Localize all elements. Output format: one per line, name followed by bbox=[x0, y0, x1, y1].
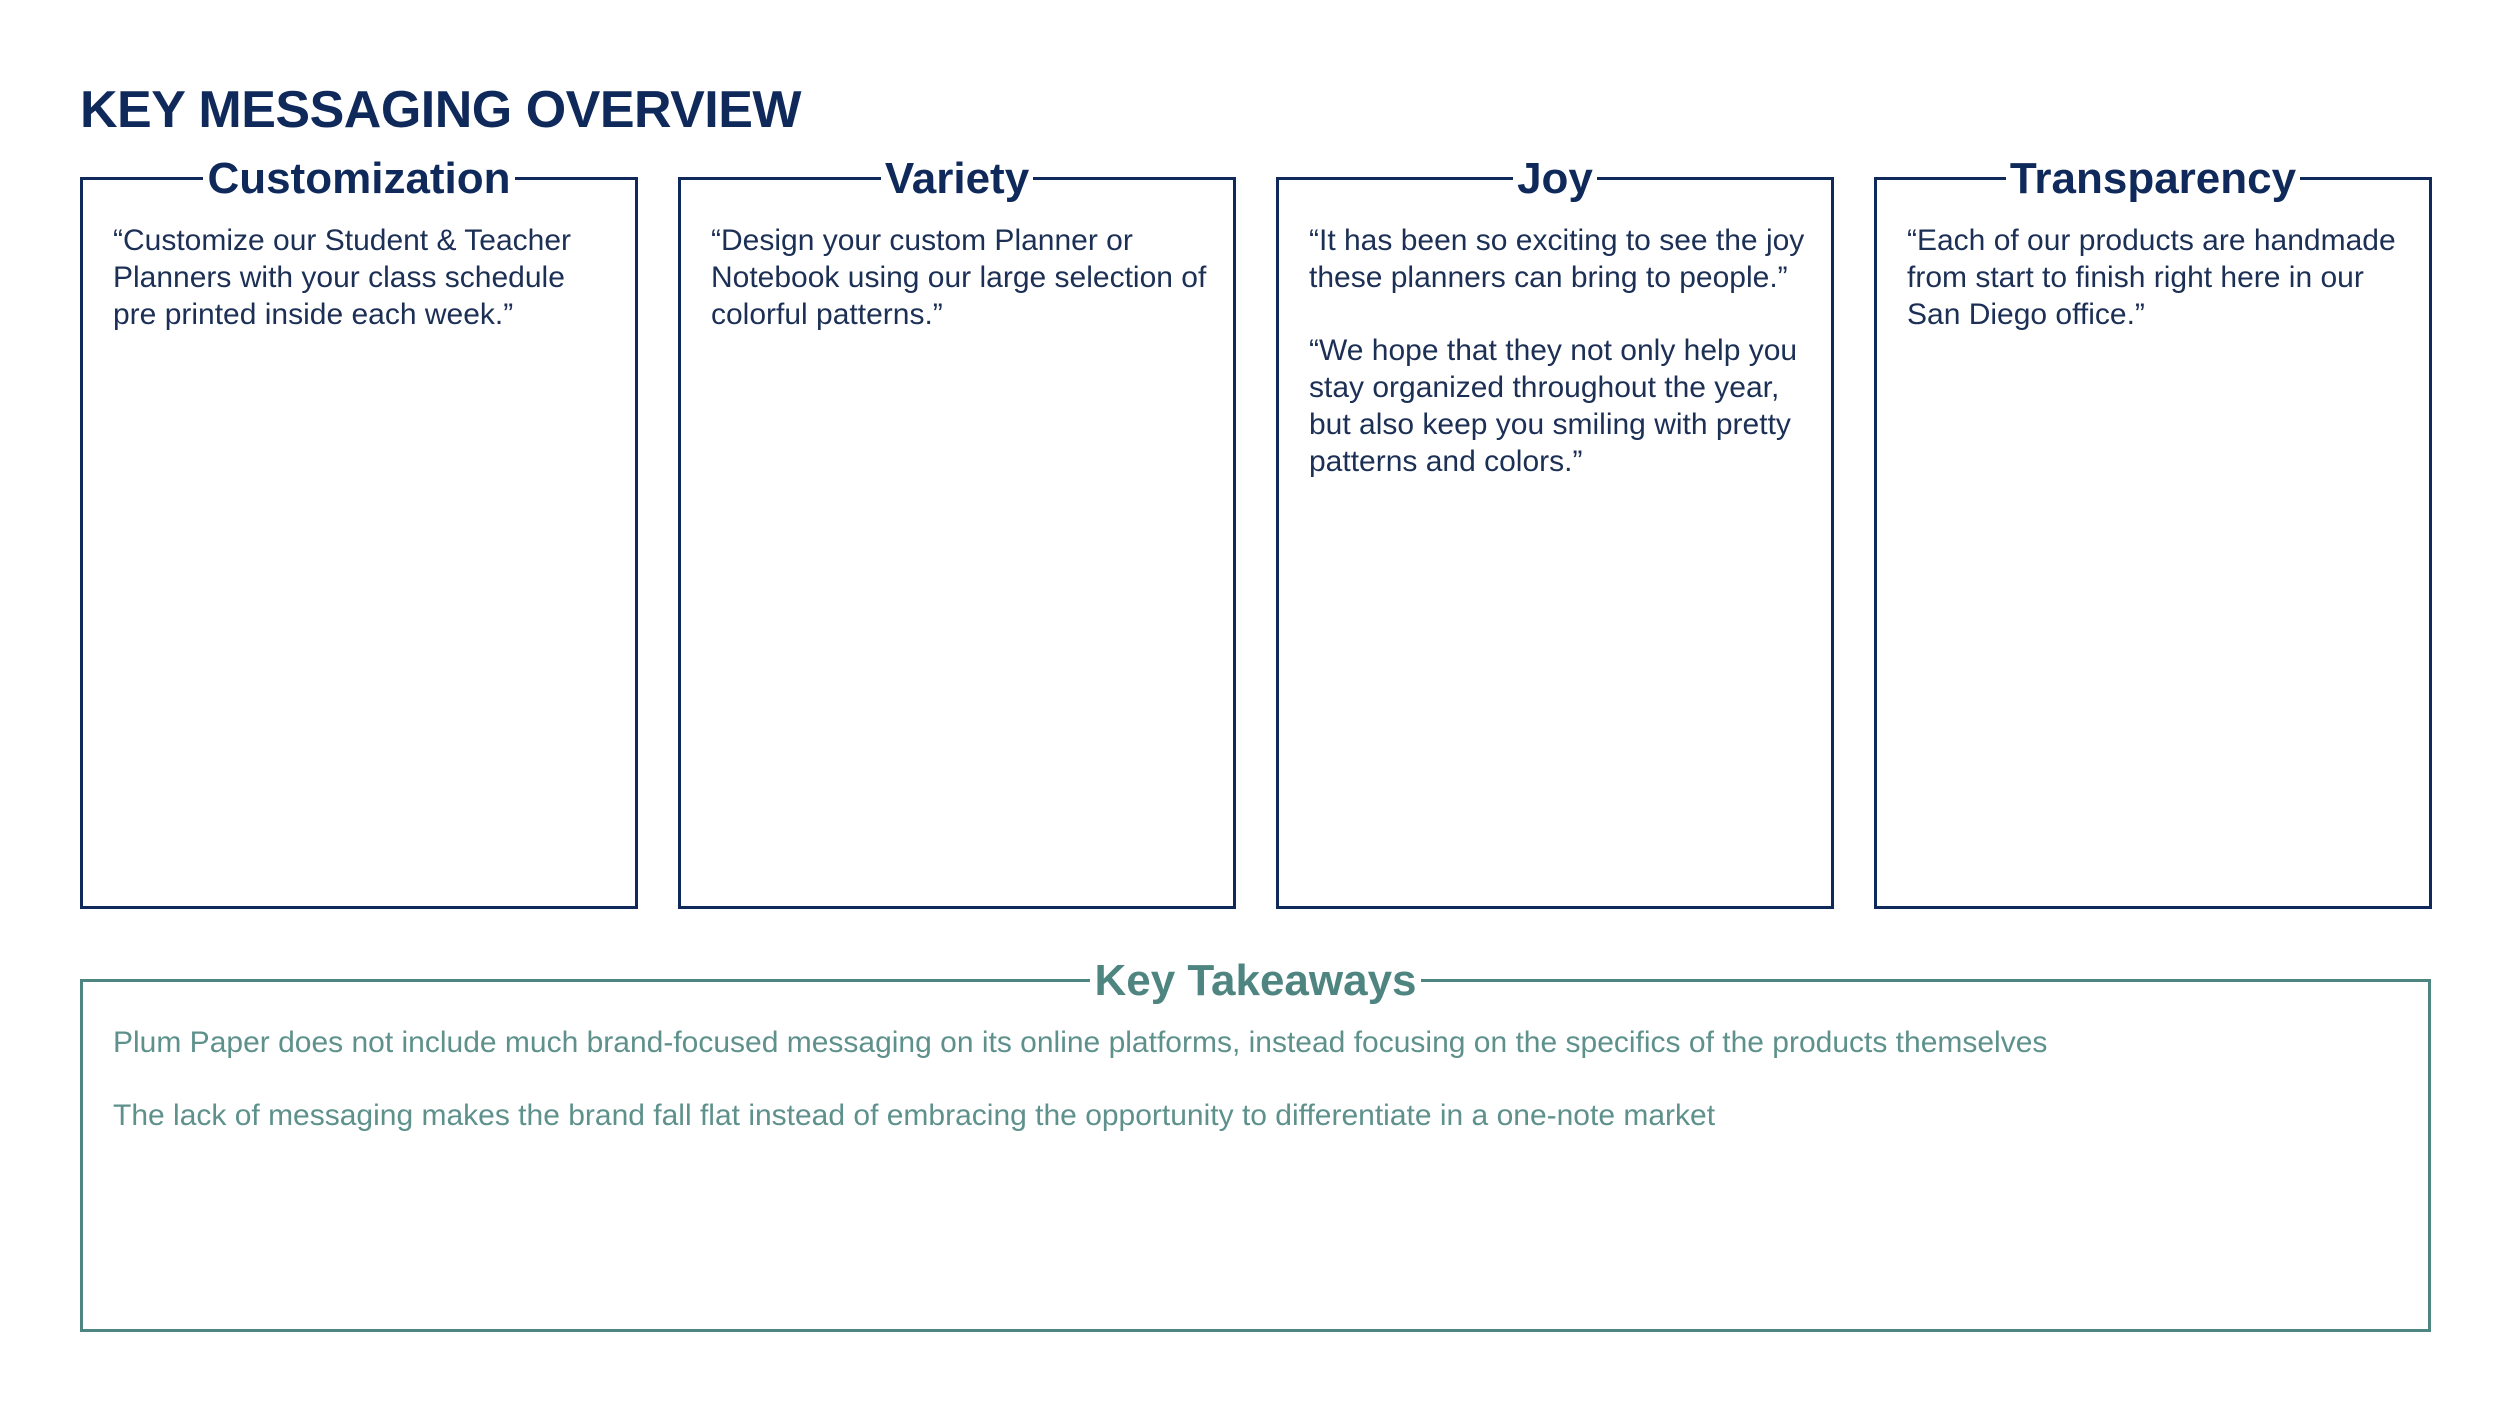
card-heading bbox=[83, 150, 635, 208]
card-heading bbox=[681, 150, 1233, 208]
card-heading-label: Joy bbox=[1513, 150, 1597, 208]
card-heading-label: Customization bbox=[203, 150, 514, 208]
card-body bbox=[1907, 222, 2405, 369]
card-variety bbox=[678, 154, 1236, 909]
takeaways-body bbox=[113, 1024, 2404, 1170]
card-heading-label: Transparency bbox=[2006, 150, 2300, 208]
card-quote: “Customize our Student & Teacher Planners with your class schedule pre printed inside each week.” bbox=[113, 224, 572, 331]
card-quote: “Each of our products are handmade from start to finish right here in our San Diego office.” bbox=[1907, 224, 2396, 331]
takeaways-heading bbox=[83, 952, 2428, 1010]
key-takeaways-box bbox=[80, 956, 2431, 1332]
card-customization bbox=[80, 154, 638, 909]
card-quote: “Design your custom Planner or Notebook using our large selection of colorful patterns.” bbox=[711, 224, 1207, 331]
card-quote: “We hope that they not only help you stay organized throughout the year, but also keep you smiling with pretty patterns and colors.” bbox=[1309, 334, 1798, 478]
card-heading-label: Variety bbox=[881, 150, 1033, 208]
page-title: KEY MESSAGING OVERVIEW bbox=[80, 81, 802, 139]
card-quote: “It has been so exciting to see the joy these planners can bring to people.” bbox=[1309, 224, 1805, 294]
card-body bbox=[1309, 222, 1807, 516]
takeaway-point: Plum Paper does not include much brand-focused messaging on its online platforms, instead focusing on the specifics of the products themselves bbox=[113, 1026, 2048, 1059]
card-joy bbox=[1276, 154, 1834, 909]
card-heading bbox=[1279, 150, 1831, 208]
card-body bbox=[113, 222, 611, 369]
card-heading bbox=[1877, 150, 2429, 208]
card-transparency bbox=[1874, 154, 2432, 909]
card-body bbox=[711, 222, 1209, 369]
takeaway-point: The lack of messaging makes the brand fall flat instead of embracing the opportunity to differentiate in a one-note market bbox=[113, 1099, 1716, 1132]
takeaways-heading-label: Key Takeaways bbox=[1090, 952, 1420, 1010]
